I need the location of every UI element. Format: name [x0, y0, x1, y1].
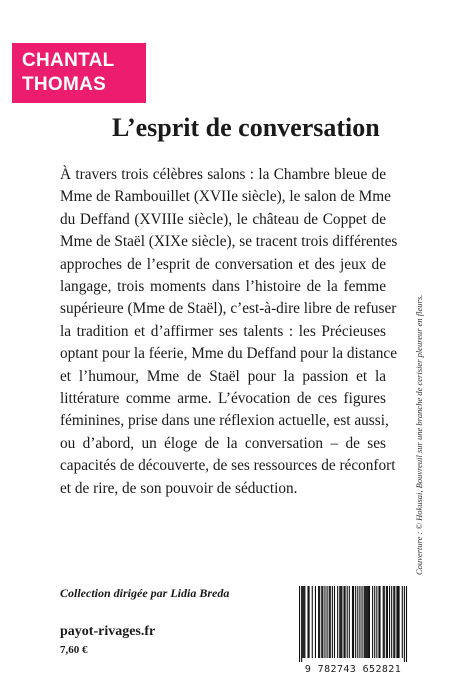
author-first-name: CHANTAL [22, 50, 115, 71]
isbn-number: 9 782743 652821 [304, 664, 402, 675]
blurb-line: supérieure (Mme de Staël), c’est-à-dire libre de refuser [60, 300, 397, 318]
blurb-line: Mme de Rambouillet (XVIIe siècle), le salon de Mme [60, 188, 391, 206]
collection-editor: Collection dirigée par Lidia Breda [60, 586, 230, 600]
price: 7,60 € [60, 644, 88, 656]
blurb-line: littérature comme arme. L’évocation de ces figures [60, 390, 386, 408]
blurb-line: À travers trois célèbres salons : la Chambre bleue de [60, 166, 386, 183]
blurb-line: langage, trois moments dans l’histoire de la femme [60, 278, 386, 296]
blurb-line: du Deffand (XVIIIe siècle), le château de Coppet de [60, 210, 386, 228]
blurb-line: et l’humour, Mme de Staël pour la passion et la [60, 367, 386, 385]
blurb-line: optant pour la féerie, Mme du Deffand pour la distance [60, 345, 397, 363]
barcode-bars [296, 586, 410, 662]
blurb-line: la tradition et d’affirmer ses talents : les Précieuses [60, 322, 386, 340]
blurb-line: Mme de Staël (XIXe siècle), se tracent trois différentes [60, 233, 398, 251]
book-title: L’esprit de conversation [112, 113, 380, 142]
blurb-line: féminines, prise dans une réflexion actuelle, est aussi, [60, 412, 389, 430]
blurb-line: et de rire, de son pouvoir de séduction. [60, 479, 298, 497]
cover-credit: Couverture : © Hokusai, Bouvreuil sur une branche de cerisier pleureur en fleurs. [414, 294, 424, 575]
author-last-name: THOMAS [22, 74, 107, 95]
author-badge [12, 43, 146, 103]
blurb-line: ou d’abord, un éloge de la conversation – de ses [60, 434, 386, 452]
back-cover-blurb [60, 164, 398, 500]
blurb-line: approches de l’esprit de conversation et des jeux de [60, 255, 386, 273]
publisher-website: payot-rivages.fr [60, 624, 156, 639]
blurb-line: capacités de découverte, de ses ressources de réconfort [60, 457, 396, 475]
